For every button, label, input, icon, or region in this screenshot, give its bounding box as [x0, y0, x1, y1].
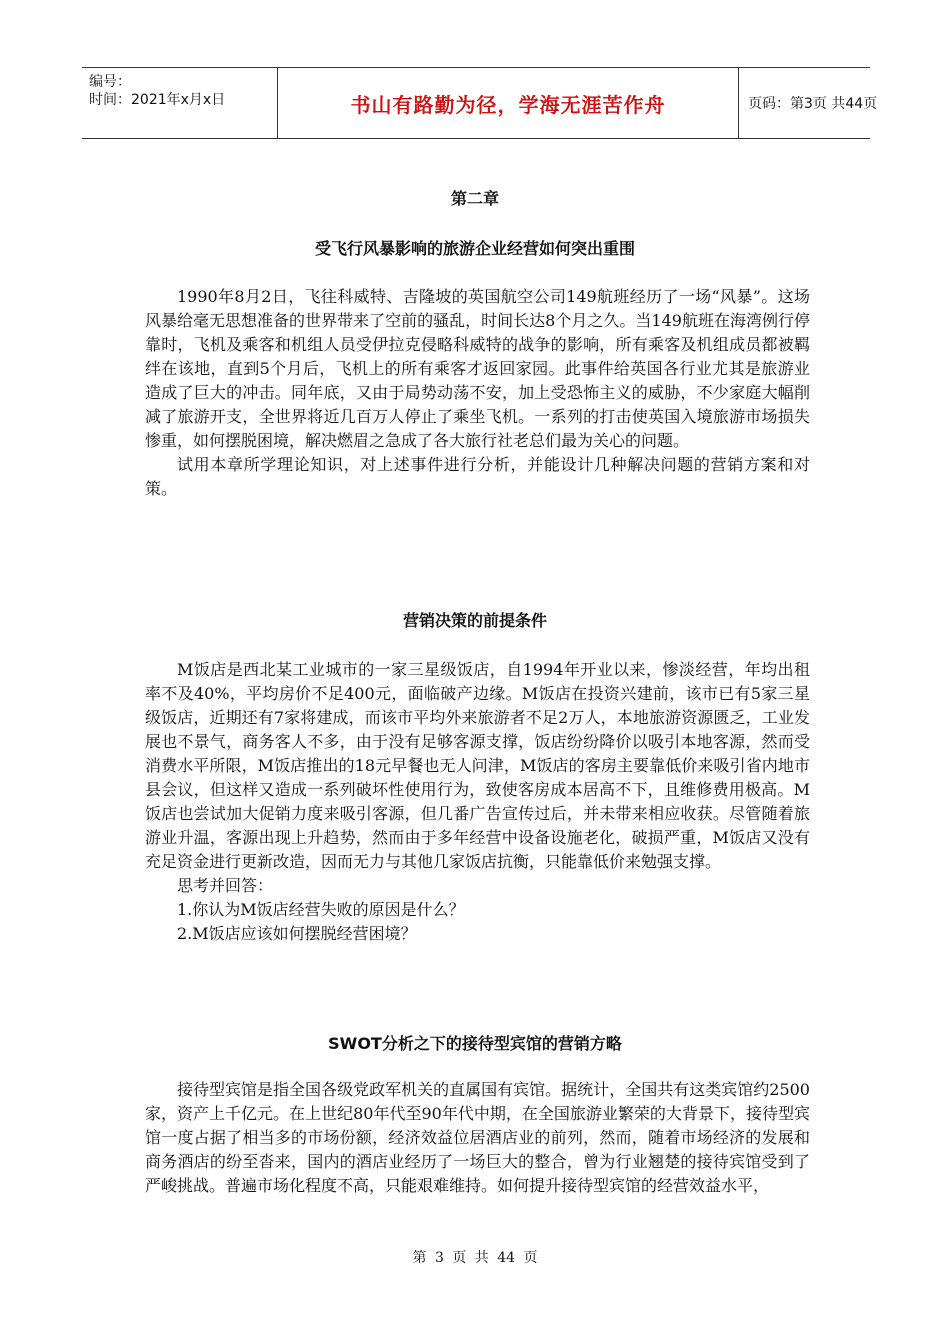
header-motto-cell: [278, 68, 739, 138]
section2-prompt: 思考并回答：: [177, 876, 274, 895]
section2-paragraph: M饭店是西北某工业城市的一家三星级饭店，自1994年开业以来，惨淡经营，年均出租率不及40%，平均房价不足400元，面临破产边缘。M饭店在投资兴建前，该市已有5家三星级饭店，近期还有7家将建成，而该市平均外来旅游者不足2万人，本地旅游资源匮乏，工业发展也不景气，商务客人不多，由于没有足够客源支撑，饭店纷纷降价以吸引本地客源，然而受消费水平所限，M饭店推出的18元早餐也无人问津，M饭店的客房主要靠低价来吸引省内地市县会议，但这样又造成一系列破坏性使用行为，致使客房成本居高不下，且维修费用极高。M饭店也尝试加大促销力度来吸引客源，但几番广告宣传过后，并未带来相应收获。尽管随着旅游业升温，客源出现上升趋势，然而由于多年经营中设备设施老化，破损严重，M饭店又没有充足资金进行更新改造，因而无力与其他几家饭店抗衡，只能靠低价来勉强支撑。: [145, 660, 810, 871]
section3-title: SWOT分析之下的接待型宾馆的营销方略: [328, 1034, 622, 1053]
section3-body: [145, 1078, 810, 1198]
chapter-title: 第二章: [450, 189, 499, 208]
section1-paragraph: 1990年8月2日，飞往科威特、吉隆坡的英国航空公司149航班经历了一场“风暴”。这场风暴给毫无思想准备的世界带来了空前的骚乱，时间长达8个月之久。当149航班在海湾例行停靠时，飞机及乘客和机组人员受伊拉克侵略科威特的战争的影响，所有乘客及机组成员都被羁绊在该地，直到5个月后，飞机上的所有乘客才返回家园。此事件给英国各行业尤其是旅游业造成了巨大的冲击。同年底，又由于局势动荡不安，加上受恐怖主义的威胁，不少家庭大幅削减了旅游开支，全世界将近几百万人停止了乘坐飞机。一系列的打击使英国入境旅游市场损失惨重，如何摆脱困境，解决燃眉之急成了各大旅行社老总们最为关心的问题。: [145, 287, 810, 450]
section1-paragraph: 试用本章所学理论知识，对上述事件进行分析，并能设计几种解决问题的营销方案和对策。: [145, 455, 810, 498]
section1-title: 受飞行风暴影响的旅游企业经营如何突出重围: [314, 239, 635, 258]
page-footer: 第 3 页 共 44 页: [412, 1250, 538, 1266]
header-meta: [82, 68, 278, 138]
section3-paragraph: 接待型宾馆是指全国各级党政军机关的直属国有宾馆。据统计，全国共有这类宾馆约2500家，资产上千亿元。在上世纪80年代至90年代中期，在全国旅游业繁荣的大背景下，接待型宾馆一度占据了相当多的市场份额，经济效益位居酒店业的前列，然而，随着市场经济的发展和商务酒店的纷至沓来，国内的酒店业经历了一场巨大的整合，曾为行业翘楚的接待宾馆受到了严峻挑战。普遍市场化程度不高，只能艰难维持。如何提升接待型宾馆的经营效益水平，: [145, 1080, 810, 1195]
date-label: 时间：2021年x月x日: [89, 92, 226, 108]
number-label: 编号：: [89, 74, 131, 90]
section2-body: [145, 658, 810, 946]
question-item: 1.你认为M饭店经营失败的原因是什么？: [177, 900, 465, 919]
page-header: [82, 67, 878, 139]
question-item: 2.M饭店应该如何摆脱经营困境？: [177, 924, 417, 943]
motto-text: 书山有路勤为径，学海无涯苦作舟: [350, 92, 666, 117]
section2-title: 营销决策的前提条件: [402, 611, 547, 630]
section1-body: [145, 285, 810, 501]
page-info: 页码：第3页 共44页: [748, 96, 878, 112]
